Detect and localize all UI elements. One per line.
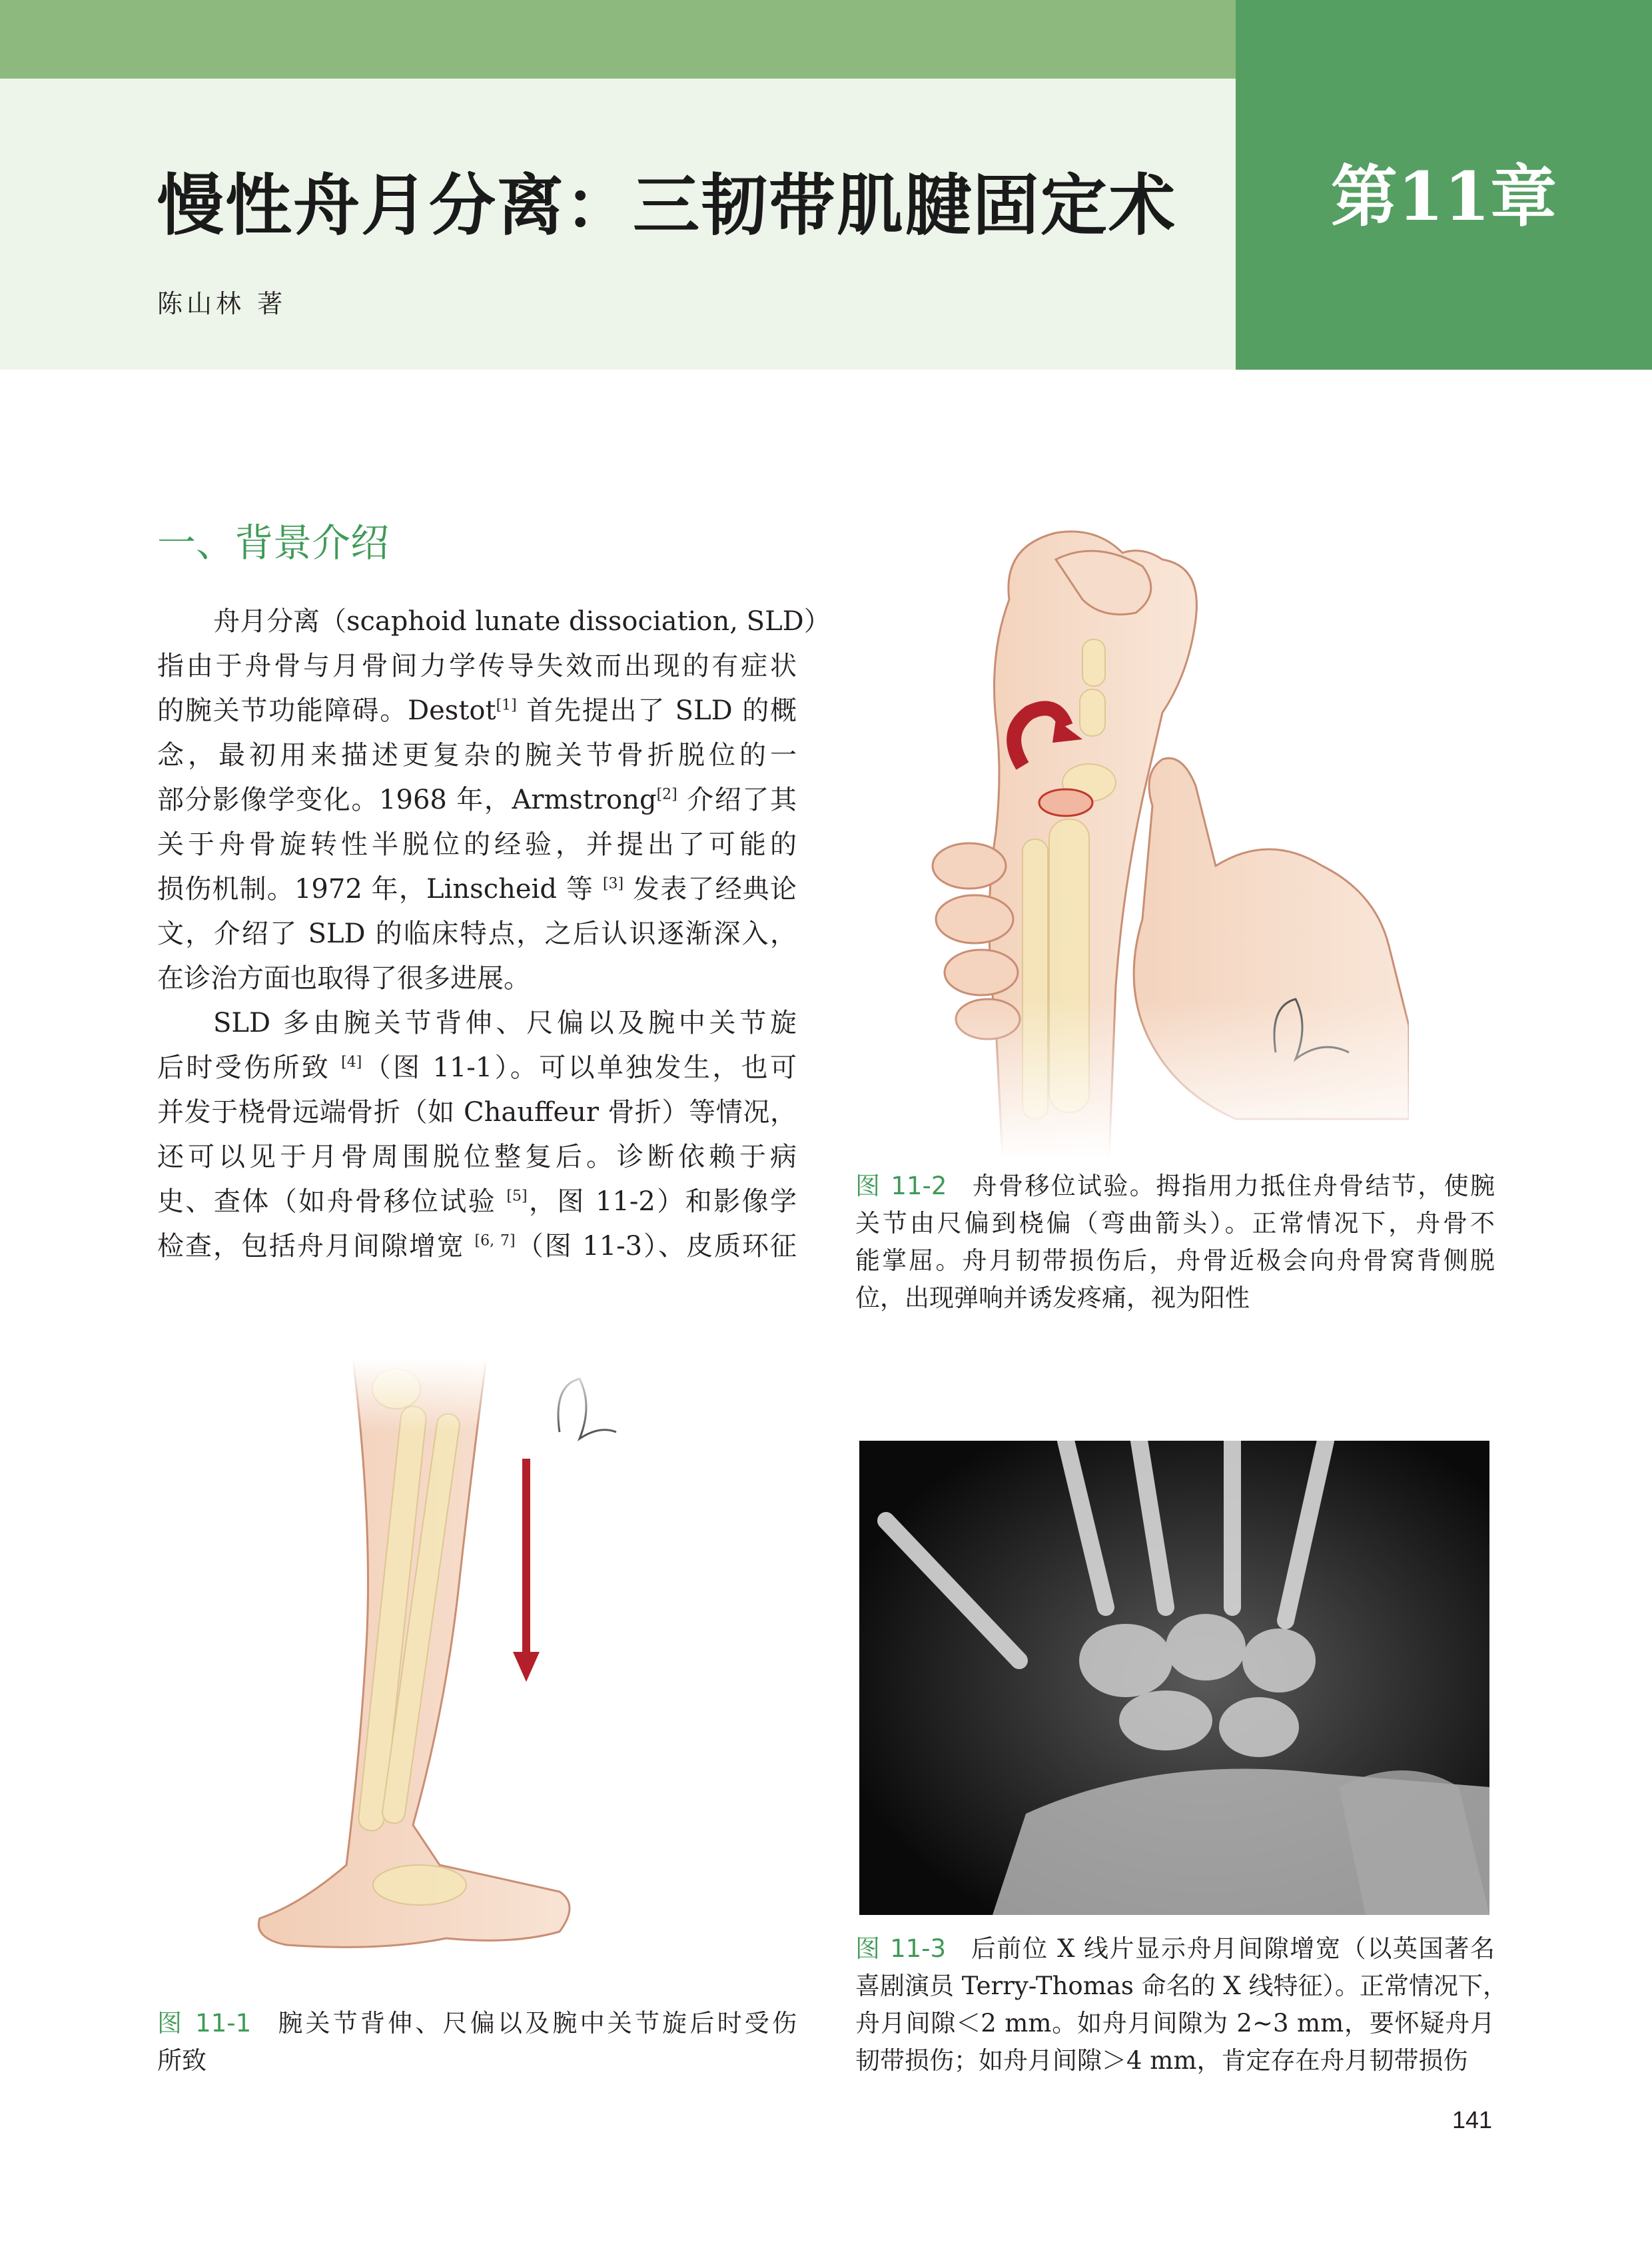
text-run: 发表了经典论 <box>623 874 797 905</box>
text-run: 的腕关节功能障碍。Destot <box>157 695 496 726</box>
text-run: （图 11-3）、皮质环征 <box>515 1231 797 1262</box>
text-line <box>157 778 797 823</box>
caption-line <box>157 2005 797 2042</box>
figure-number: 图 11-3 <box>855 1934 947 1963</box>
caption-line: 能掌屈。舟月韧带损伤后，舟骨近极会向舟骨窝背侧脱 <box>855 1246 1495 1275</box>
paragraph-2 <box>157 1001 797 1269</box>
text-line: 指由于舟骨与月骨间力学传导失效而出现的有症状 <box>157 651 797 681</box>
header-top-strip <box>0 0 1236 79</box>
page-number: 141 <box>1452 2106 1493 2133</box>
citation-ref: [3] <box>602 875 624 893</box>
caption-line: 韧带损伤；如舟月间隙＞4 mm，肯定存在舟月韧带损伤 <box>855 2046 1468 2075</box>
caption-line <box>855 1930 1495 1968</box>
caption-line <box>855 1168 1495 1205</box>
citation-ref: [6, 7] <box>474 1232 516 1250</box>
fade-overlay <box>246 1359 620 1972</box>
text-run: ，图 11-2）和影像学 <box>527 1186 797 1217</box>
chapter-label: 第11章 <box>1330 157 1557 236</box>
figure-11-2-illustration <box>923 520 1409 1159</box>
text-line: 关于舟骨旋转性半脱位的经验，并提出了可能的 <box>157 829 797 860</box>
text-run: （图 11-1）。可以单独发生，也可 <box>362 1052 797 1083</box>
text-line: 还可以见于月骨周围脱位整复后。诊断依赖于病 <box>157 1142 797 1172</box>
citation-ref: [2] <box>656 786 677 803</box>
figure-number: 图 11-1 <box>157 2009 252 2038</box>
text-line: 并发于桡骨远端骨折（如 Chauffeur 骨折）等情况， <box>157 1097 797 1128</box>
text-line: 在诊治方面也取得了很多进展。 <box>157 963 530 994</box>
figure-11-3-caption <box>855 1930 1507 2079</box>
text-run: 首先提出了 SLD 的概 <box>516 695 797 726</box>
author-line: 陈山林 著 <box>157 289 287 318</box>
citation-ref: [4] <box>341 1054 362 1071</box>
text-line: 舟月分离（scaphoid lunate dissociation, SLD） <box>213 606 831 637</box>
xray-image <box>859 1441 1489 1915</box>
fade-overlay <box>923 520 1409 1159</box>
text-run: 检查，包括舟月间隙增宽 <box>157 1231 475 1262</box>
figure-11-2-caption <box>855 1168 1495 1317</box>
text-run: 介绍了其 <box>677 785 797 815</box>
text-line: 文，介绍了 SLD 的临床特点，之后认识逐渐深入， <box>157 919 797 949</box>
section-heading: 一、背景介绍 <box>157 520 390 565</box>
text-line <box>157 1224 797 1269</box>
caption-line: 所致 <box>157 2046 206 2075</box>
text-run: 损伤机制。1972 年，Linscheid 等 <box>157 874 603 905</box>
body-text <box>157 599 831 1269</box>
caption-line: 舟月间隙＜2 mm。如舟月间隙为 2~3 mm，要怀疑舟月 <box>855 2009 1495 2038</box>
text-run: 部分影像学变化。1968 年，Armstrong <box>157 785 657 815</box>
figure-11-1-caption <box>157 2005 797 2079</box>
figure-11-1-illustration <box>246 1359 620 1972</box>
text-line: 念，最初用来描述更复杂的腕关节骨折脱位的一 <box>157 740 797 771</box>
figure-number: 图 11-2 <box>855 1172 947 1200</box>
page-title: 慢性舟月分离：三韧带肌腱固定术 <box>157 166 1176 244</box>
text-line <box>157 689 797 733</box>
caption-line: 关节由尺偏到桡偏（弯曲箭头）。正常情况下，舟骨不 <box>855 1209 1495 1238</box>
text-run: 后时受伤所致 <box>157 1052 342 1083</box>
caption-text: 后前位 X 线片显示舟月间隙增宽（以英国著名 <box>970 1934 1495 1963</box>
citation-ref: [5] <box>506 1188 528 1205</box>
paragraph-1 <box>157 599 831 1001</box>
text-line <box>157 1046 797 1090</box>
caption-line: 位，出现弹响并诱发疼痛，视为阳性 <box>855 1284 1250 1312</box>
text-line <box>157 867 797 912</box>
citation-ref: [1] <box>496 697 517 714</box>
caption-line: 喜剧演员 Terry-Thomas 命名的 X 线特征）。正常情况下， <box>855 1972 1507 2000</box>
text-line <box>157 1180 797 1224</box>
caption-text: 腕关节背伸、尺偏以及腕中关节旋后时受伤 <box>275 2009 797 2038</box>
figure-11-3-xray <box>859 1441 1489 1915</box>
text-line: SLD 多由腕关节背伸、尺偏以及腕中关节旋 <box>213 1008 797 1038</box>
text-run: 史、查体（如舟骨移位试验 <box>157 1186 507 1217</box>
caption-text: 舟骨移位试验。拇指用力抵住舟骨结节，使腕 <box>971 1172 1495 1200</box>
